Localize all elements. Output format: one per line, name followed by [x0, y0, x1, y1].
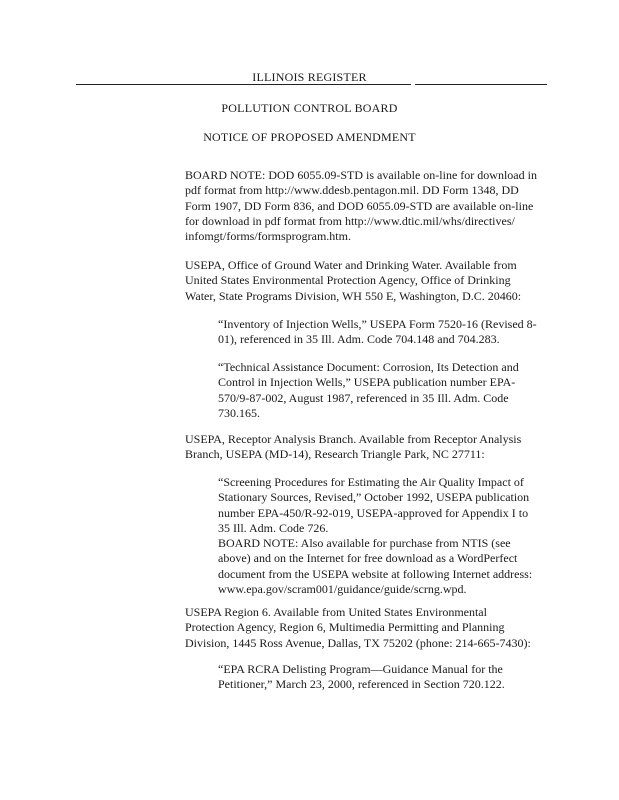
text-line: “Screening Procedures for Estimating the Air Quality Impact of: [218, 475, 524, 489]
text-line: Branch, USEPA (MD-14), Research Triangle Park, NC 27711:: [185, 447, 485, 462]
text-line: above) and on the Internet for free download as a WordPerfect: [218, 551, 518, 566]
text-line: 570/9-87-002, August 1987, referenced in 35 Ill. Adm. Code: [218, 390, 509, 405]
technical-assistance-citation: [218, 360, 519, 421]
text-line: Protection Agency, Region 6, Multimedia Permitting and Planning: [185, 620, 505, 635]
text-line: United States Environmental Protection Agency, Office of Drinking: [185, 273, 511, 288]
text-line: 01), referenced in 35 Ill. Adm. Code 704.148 and 704.283.: [218, 332, 500, 347]
text-line: number EPA-450/R-92-019, USEPA-approved for Appendix I to: [218, 505, 529, 520]
screening-procedures-citation: [218, 475, 532, 597]
notice-title: NOTICE OF PROPOSED AMENDMENT: [203, 130, 416, 144]
text-line: Stationary Sources, Revised,” October 1992, USEPA publication: [218, 490, 530, 505]
text-line: “Inventory of Injection Wells,” USEPA Form 7520-16 (Revised 8-: [218, 317, 537, 331]
text-line: 730.165.: [218, 405, 260, 420]
text-line: USEPA, Office of Ground Water and Drinking Water. Available from: [185, 258, 517, 272]
text-line: www.epa.gov/scram001/guidance/guide/scrng.wpd.: [218, 582, 467, 597]
board-note-line: BOARD NOTE: Also available for purchase from NTIS (see: [218, 536, 511, 551]
text-line: “EPA RCRA Delisting Program—Guidance Manual for the: [218, 662, 503, 676]
text-line: USEPA Region 6. Available from United States Environmental: [185, 605, 487, 619]
text-line: Control in Injection Wells,” USEPA publication number EPA-: [218, 375, 516, 390]
usepa-ground-water-paragraph: [185, 258, 521, 304]
text-line: infomgt/forms/formsprogram.htm.: [185, 229, 351, 244]
text-line: Division, 1445 Ross Avenue, Dallas, TX 75202 (phone: 214-665-7430):: [185, 635, 531, 650]
text-line: Form 1907, DD Form 836, and DOD 6055.09-STD are available on-line: [185, 198, 534, 213]
usepa-receptor-paragraph: [185, 432, 521, 463]
text-line: 35 Ill. Adm. Code 726.: [218, 520, 329, 535]
text-line: pdf format from http://www.ddesb.pentagon.mil. DD Form 1348, DD: [185, 183, 519, 198]
text-line: “Technical Assistance Document: Corrosion, Its Detection and: [218, 360, 519, 374]
text-line: BOARD NOTE: DOD 6055.09-STD is available on-line for download in: [185, 168, 537, 182]
text-line: USEPA, Receptor Analysis Branch. Available from Receptor Analysis: [185, 432, 522, 446]
rcra-delisting-citation: [218, 662, 505, 693]
text-line: for download in pdf format from http://www.dtic.mil/whs/directives/: [185, 213, 515, 228]
text-line: Water, State Programs Division, WH 550 E, Washington, D.C. 20460:: [185, 288, 522, 303]
inventory-wells-citation: [218, 317, 537, 348]
board-title: POLLUTION CONTROL BOARD: [221, 101, 398, 115]
usepa-region-6-paragraph: [185, 605, 531, 651]
register-title: ILLINOIS REGISTER: [252, 70, 367, 84]
board-note-paragraph: [185, 168, 537, 244]
text-line: document from the USEPA website at following Internet address:: [218, 566, 533, 581]
text-line: Petitioner,” March 23, 2000, referenced in Section 720.122.: [218, 677, 505, 692]
